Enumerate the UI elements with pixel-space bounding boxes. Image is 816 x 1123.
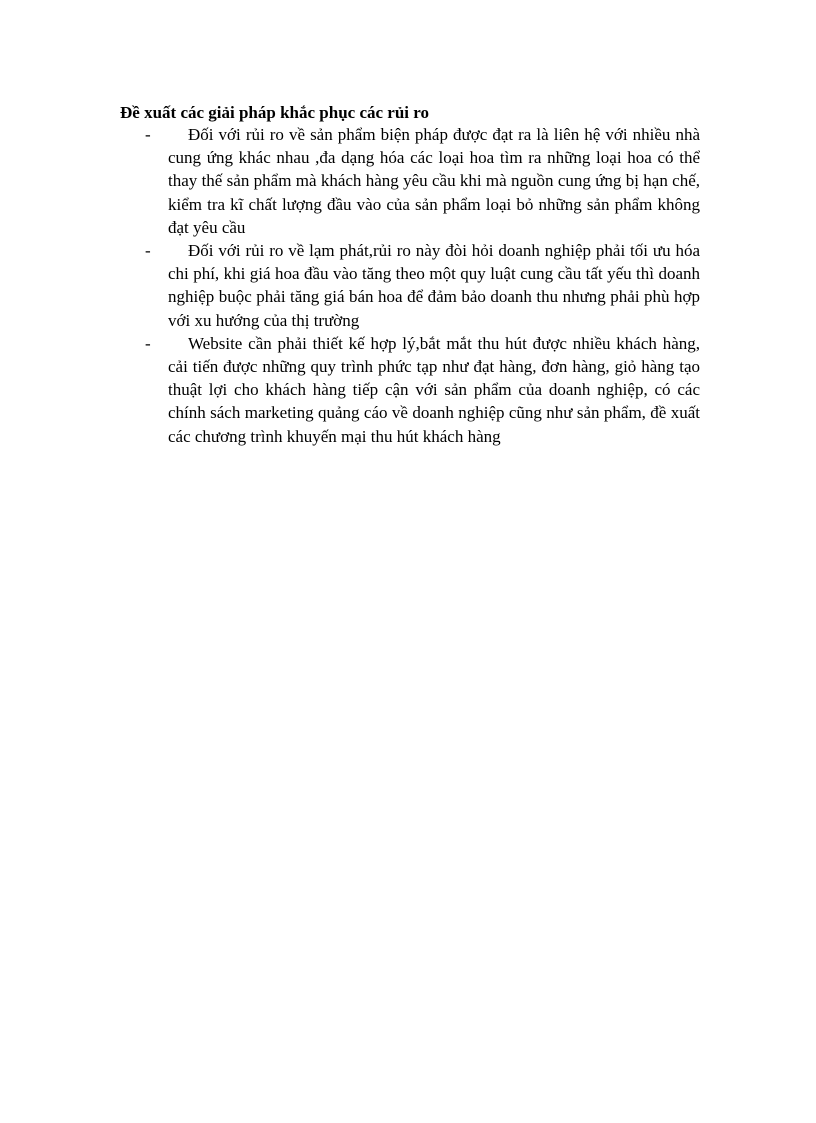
list-item-text: Website cần phải thiết kế hợp lý,bắt mắt thu hút được nhiều khách hàng, cải tiến được những quy trình phức tạp như đạt hàng, đơn hàng, giỏ hàng tạo thuật lợi cho khách hàng tiếp cận với sản phẩm của doanh nghiệp, có các chính sách marketing quảng cáo về doanh nghiệp cũng như sản phẩm, đề xuất các chương trình khuyến mại thu hút khách hàng	[168, 333, 700, 446]
bullet-dash: -	[145, 333, 151, 353]
bullet-dash: -	[145, 125, 151, 144]
section-heading: Đề xuất các giải pháp khắc phục các rủi ro	[120, 103, 430, 122]
list-item-text: Đối với rủi ro về sản phẩm biện pháp được đạt ra là liên hệ với nhiều nhà cung ứng khác nhau ,đa dạng hóa các loại hoa tìm ra những loại hoa có thể thay thế sản phẩm mà khách hàng yêu cầu khi mà nguồn cung ứng bị hạn chế, kiểm tra kĩ chất lượng đầu vào của sản phẩm loại bỏ những sản phẩm không đạt yêu cầu	[168, 125, 700, 237]
bullet-dash: -	[145, 241, 151, 261]
list-item-text: Đối với rủi ro về lạm phát,rủi ro này đòi hỏi doanh nghiệp phải tối ưu hóa chi phí, khi giá hoa đầu vào tăng theo một quy luật cung cầu tất yếu thì doanh nghiệp buộc phải tăng giá bán hoa để đảm bảo doanh thu nhưng phải phù hợp với xu hướng của thị trường	[168, 241, 700, 330]
solution-list	[120, 123, 700, 448]
list-item	[120, 332, 700, 448]
list-item	[120, 123, 700, 239]
list-item	[120, 239, 700, 332]
